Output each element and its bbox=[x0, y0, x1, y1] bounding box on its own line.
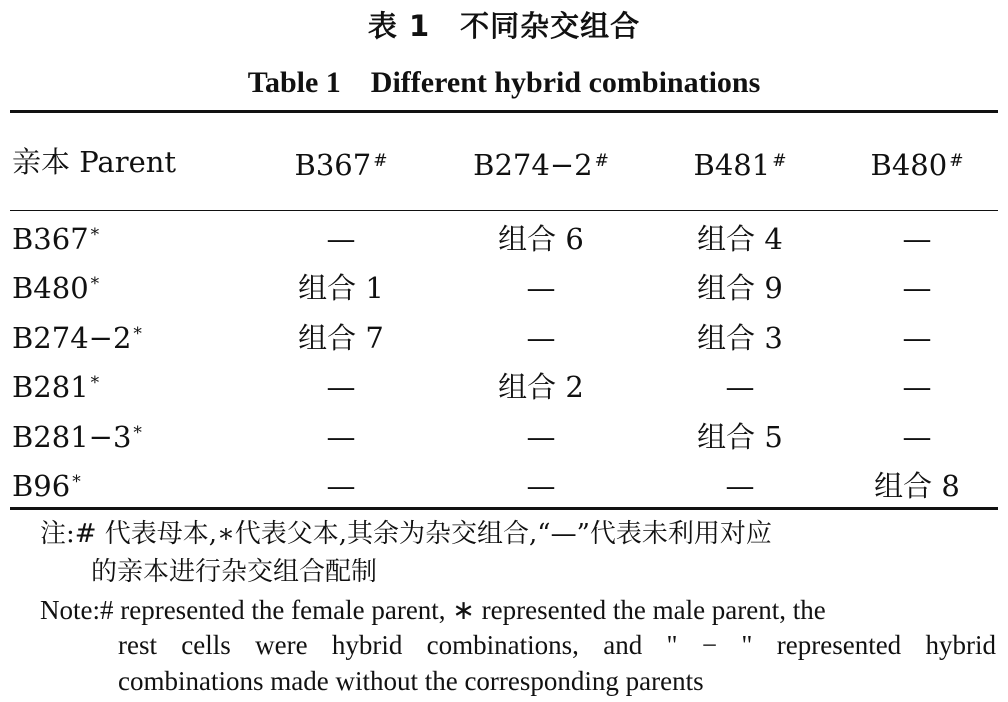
table-cell: — bbox=[326, 222, 356, 256]
table-cell: 组合 5 bbox=[697, 420, 783, 454]
row-header: B281 * bbox=[12, 370, 100, 404]
column-header: B367 # bbox=[294, 148, 388, 182]
table-cell: — bbox=[326, 469, 356, 503]
table-cell: — bbox=[326, 420, 356, 454]
note-chinese-line1: 注:# 代表母本,∗代表父本,其余为杂交组合,“—”代表未利用对应 bbox=[40, 519, 772, 549]
table-cell: 组合 4 bbox=[697, 222, 783, 256]
column-header: B274−2 # bbox=[473, 148, 609, 182]
table-cell: 组合 8 bbox=[874, 469, 960, 503]
row-header: B96 * bbox=[12, 469, 81, 503]
table-cell: — bbox=[725, 469, 755, 503]
table-cell: 组合 7 bbox=[298, 321, 384, 355]
table-cell: — bbox=[526, 469, 556, 503]
table-title-english: Table 1 Different hybrid combinations bbox=[247, 66, 761, 99]
table-cell: 组合 9 bbox=[697, 271, 783, 305]
table-cell: 组合 1 bbox=[298, 271, 384, 305]
table-cell: — bbox=[526, 321, 556, 355]
table-bottom-rule bbox=[10, 507, 998, 510]
table-top-rule bbox=[10, 110, 998, 113]
table-cell: — bbox=[902, 370, 932, 404]
row-header: B281−3 * bbox=[12, 420, 142, 454]
note-english-line2: rest cells were hybrid combinations, and " − " represented hybrid bbox=[118, 630, 996, 660]
note-english-line1: Note:# represented the female parent, ∗ represented the male parent, the bbox=[40, 595, 826, 625]
note-english-line3: combinations made without the corresponding parents bbox=[118, 666, 704, 696]
table-cell: — bbox=[526, 271, 556, 305]
table-cell: 组合 6 bbox=[498, 222, 584, 256]
table-header-rule bbox=[10, 210, 998, 211]
table-cell: — bbox=[902, 420, 932, 454]
table-cell: 组合 2 bbox=[498, 370, 584, 404]
table-cell: — bbox=[526, 420, 556, 454]
table-cell: — bbox=[326, 370, 356, 404]
table-cell: — bbox=[902, 271, 932, 305]
corner-header: 亲本 Parent bbox=[12, 145, 177, 179]
table-cell: 组合 3 bbox=[697, 321, 783, 355]
table-cell: — bbox=[902, 321, 932, 355]
column-header: B481 # bbox=[693, 148, 787, 182]
table-cell: — bbox=[902, 222, 932, 256]
table-title-chinese: 表 1 不同杂交组合 bbox=[367, 9, 641, 43]
note-chinese-line2: 的亲本进行杂交组合配制 bbox=[91, 557, 378, 587]
row-header: B480 * bbox=[12, 271, 100, 305]
column-header: B480 # bbox=[870, 148, 964, 182]
table-cell: — bbox=[725, 370, 755, 404]
row-header: B367 * bbox=[12, 222, 100, 256]
row-header: B274−2 * bbox=[12, 321, 142, 355]
